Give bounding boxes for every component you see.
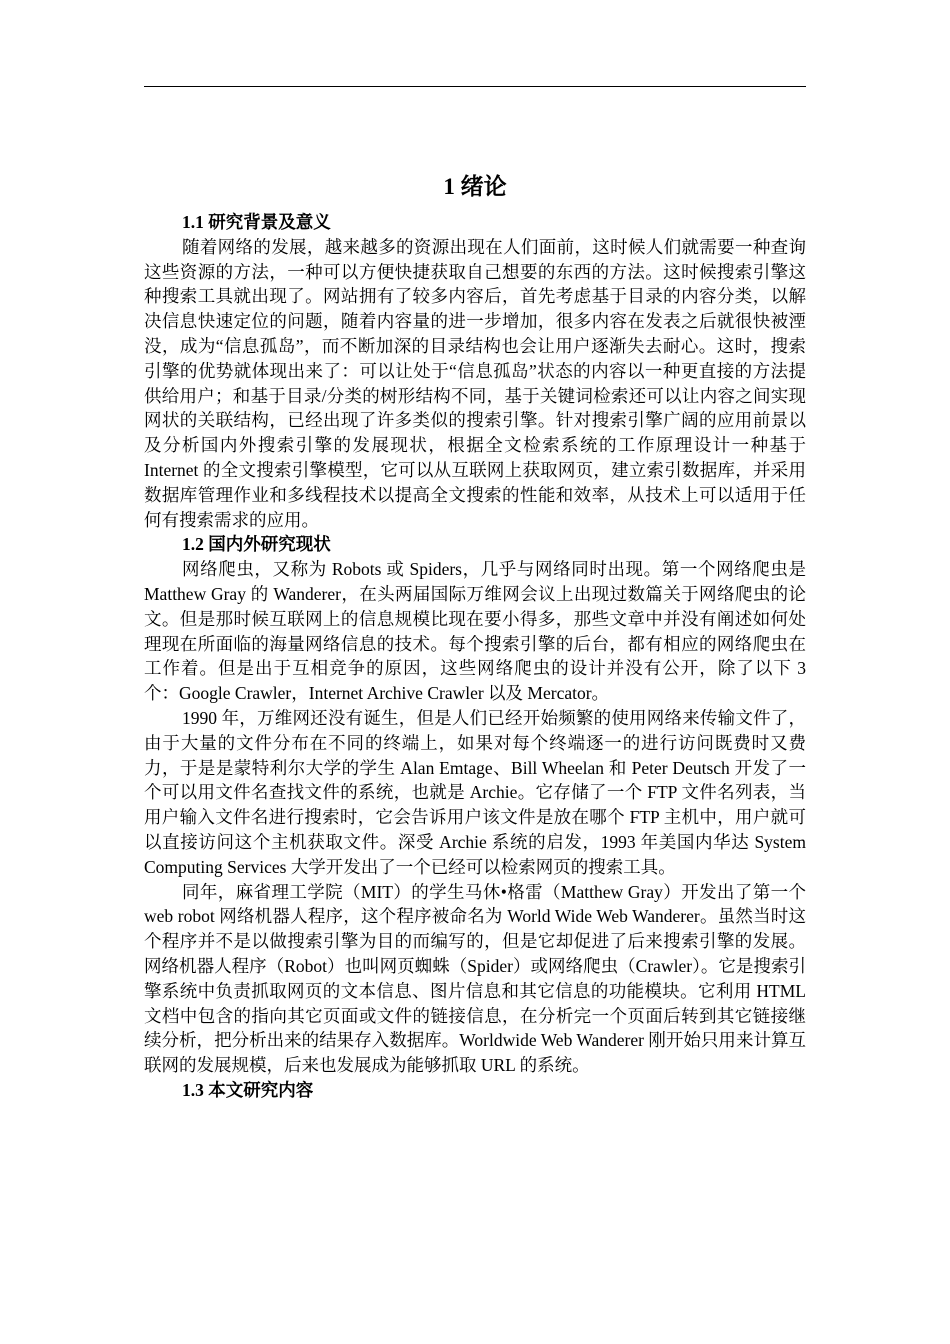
paragraph: 1990 年，万维网还没有诞生，但是人们已经开始频繁的使用网络来传输文件了，由于大量的文件分布在不同的终端上，如果对每个终端逐一的进行访问既费时又费力，于是是蒙特利尔大学的学生 Alan Emtage、Bill Wheelan 和 Peter Deutsch 开发了一个可以用文件名查找文件的系统，也就是 Archie。它存储了一个 FTP 文件名列表，当用户输入文件名进行搜索时，它会告诉用户该文件是放在哪个 FTP 主机中，用户就可以直接访问这个主机获取文件。深受 Archie 系统的启发，1993 年美国内华达 System Computing Services 大学开发出了一个已经可以检索网页的搜索工具。 xyxy=(144,707,806,877)
chapter-title: 1 绪论 xyxy=(443,174,507,199)
paragraph: 随着网络的发展，越来越多的资源出现在人们面前，这时候人们就需要一种查询这些资源的方法，一种可以方便快捷获取自己想要的东西的方法。这时候搜索引擎这种搜索工具就出现了。网站拥有了较多内容后，首先考虑基于目录的内容分类，以解决信息快速定位的问题，随着内容量的进一步增加，很多内容在发表之后就很快被湮没，成为“信息孤岛”，而不断加深的目录结构也会让用户逐渐失去耐心。这时，搜索引擎的优势就体现出来了：可以让处于“信息孤岛”状态的内容以一种更直接的方法提供给用户；和基于目录/分类的树形结构不同，基于关键词检索还可以让内容之间实现网状的关联结构，已经出现了许多类似的搜索引擎。针对搜索引擎广阔的应用前景以及分析国内外搜索引擎的发展现状，根据全文检索系统的工作原理设计一种基于 Internet 的全文搜索引擎模型，它可以从互联网上获取网页，建立索引数据库，并采用数据库管理作业和多线程技术以提高全文搜索的性能和效率，从技术上可以适用于任何有搜索需求的应用。 xyxy=(144,236,806,530)
section-heading: 1.2 国内外研究现状 xyxy=(182,534,331,555)
section-heading: 1.3 本文研究内容 xyxy=(182,1079,314,1100)
paragraph: 网络爬虫，又称为 Robots 或 Spiders，几乎与网络同时出现。第一个网络爬虫是 Matthew Gray 的 Wanderer，在头两届国际万维网会议上出现过数篇关于网络爬虫的论文。但是那时候互联网上的信息规模比现在要小得多，那些文章中并没有阐述如何处理现在所面临的海量网络信息的技术。每个搜索引擎的后台，都有相应的网络爬虫在工作着。但是出于互相竞争的原因，这些网络爬虫的设计并没有公开，除了以下 3 个：Google Crawler，Internet Archive Crawler 以及 Mercator。 xyxy=(144,559,806,704)
section-1-1 xyxy=(144,210,806,532)
header-rule xyxy=(144,86,806,87)
paragraph: 同年，麻省理工学院（MIT）的学生马休•格雷（Matthew Gray）开发出了第一个 web robot 网络机器人程序，这个程序被命名为 World Wide Web Wanderer。虽然当时这个程序并不是以做搜索引擎为目的而编写的，但是它却促进了后来搜索引擎的发展。网络机器人程序（Robot）也叫网页蜘蛛（Spider）或网络爬虫（Crawler）。它是搜索引擎系统中负责抓取网页的文本信息、图片信息和其它信息的功能模块。它利用 HTML 文档中包含的指向其它页面或文件的链接信息，在分析完一个页面后转到其它链接继续分析，把分析出来的结果存入数据库。Worldwide Web Wanderer 刚开始只用来计算互联网的发展规模，后来也发展成为能够抓取 URL 的系统。 xyxy=(144,881,806,1076)
section-1-3 xyxy=(144,1078,806,1103)
section-heading: 1.1 研究背景及意义 xyxy=(182,212,331,232)
document-body xyxy=(144,210,806,1103)
section-1-2 xyxy=(144,532,806,1078)
